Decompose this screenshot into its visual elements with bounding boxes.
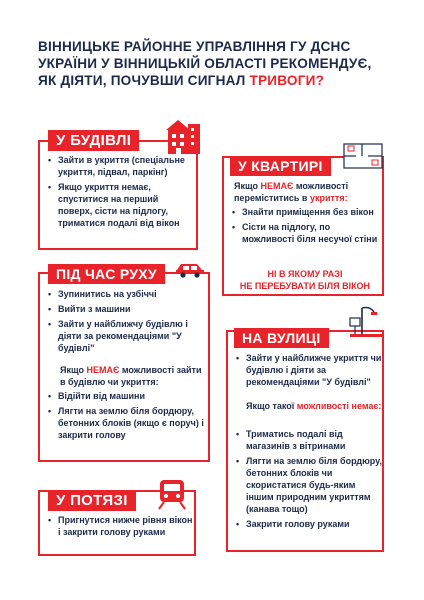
list-item: • Знайти приміщення без вікон [232,206,380,218]
title-alarm-word: ТРИВОГИ? [249,73,325,88]
driving-note-none: НЕМАЄ [86,365,120,375]
title-line-3-text: ЯК ДІЯТИ, ПОЧУВШИ СИГНАЛ [38,73,246,88]
list-item: • Лягти на землю біля бордюру, бетонних блоків чи скористатися будь-яким іншим природним укриттям (канава тощо) [236,455,382,515]
card-train-list [48,514,194,541]
title-line-3 [38,72,398,89]
list-item: • Вийти з машини [48,303,206,315]
card-street [226,330,384,552]
apartment-intro-text-2: можливості переміститись в [234,181,349,203]
card-train [38,490,196,556]
street-lamp-icon [348,304,384,343]
list-item: • Лягти на землю біля бордюру, бетонних блоків (якщо є поруч) і закрити голову [48,405,206,441]
list-item: • Якщо укриття немає, спуститися на перший поверх, сісти на підлогу, триматися подалі від вікон [48,181,194,229]
list-item: • Триматись подалі від магазинів з вітринами [236,428,382,452]
page-title [38,38,398,89]
apartment-warning-line-1: НІ В ЯКОМУ РАЗІ [267,269,343,279]
street-note-none: можливості немає: [296,401,382,411]
card-driving-list [48,288,206,357]
apartment-intro-text: Якщо [234,181,258,191]
card-street-list [236,352,382,391]
card-apartment-title: У КВАРТИРІ [230,156,331,176]
list-item: • Зайти у найближче укриття чи будівлю і діяти за рекомендаціями "У будівлі" [236,352,382,388]
card-driving [38,266,210,462]
street-note [246,400,382,412]
card-building-title: У БУДІВЛІ [48,130,139,151]
apartment-warning-line-2: НЕ ПЕРЕБУВАТИ БІЛЯ ВІКОН [239,281,371,291]
list-item: • Відійти від машини [48,390,206,402]
card-driving-list-2 [48,390,206,444]
driving-note-text: Якщо [60,365,84,375]
card-driving-title: ПІД ЧАС РУХУ [48,264,165,284]
list-item: • Зайти в укриття (спеціальне укриття, підвал, паркінг) [48,154,194,178]
card-train-title: У ПОТЯЗІ [48,490,136,511]
card-apartment-list [232,206,380,248]
apartment-plan-icon [342,140,384,175]
apartment-intro [234,180,382,204]
train-icon [156,478,188,515]
apartment-intro-shelter: укриття: [309,193,348,203]
list-item: • Зупинитись на узбіччі [48,288,206,300]
apartment-intro-none: НЕМАЄ [260,181,294,191]
driving-note-text-2: можливості зайти в будівлю чи укриття: [60,365,202,387]
list-item: • Сісти на підлогу, по можливості біля несучої стіни [232,221,380,245]
driving-note [60,364,208,388]
card-apartment [222,156,384,296]
title-line-2: УКРАЇНИ У ВІННИЦЬКІЙ ОБЛАСТІ РЕКОМЕНДУЄ, [38,56,372,71]
list-item: • Зайти у найближчу будівлю і діяти за рекомендаціями "У будівлі" [48,318,206,354]
list-item: • Пригнутися нижче рівня вікон і закрити голову руками [48,514,194,538]
street-note-text: Якщо такої [246,401,295,411]
apartment-warning [228,268,382,292]
car-icon [174,260,206,283]
card-building [38,132,198,250]
list-item: • Закрити голову руками [236,518,382,530]
card-street-list-2 [236,428,382,533]
title-line-1: ВІННИЦЬКЕ РАЙОННЕ УПРАВЛІННЯ ГУ ДСНС [38,39,351,54]
card-street-title: НА ВУЛИЦІ [234,328,329,348]
card-building-list [48,154,194,232]
